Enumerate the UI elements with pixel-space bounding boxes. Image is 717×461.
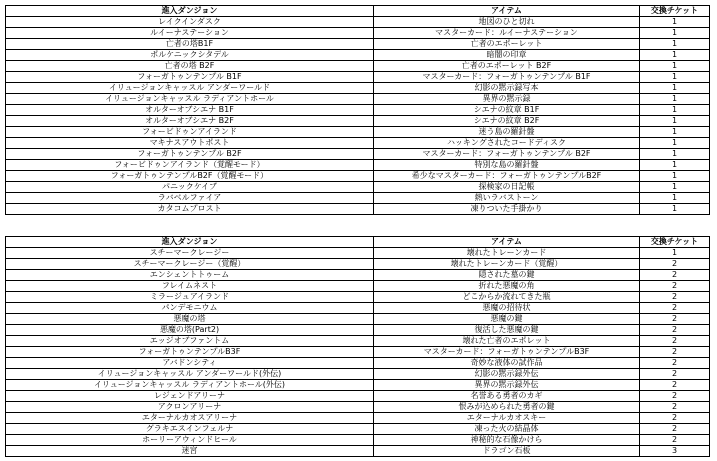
- cell-item: 壊れたトレーンカード: [374, 248, 640, 259]
- table-row: [6, 160, 710, 171]
- cell-item: エターナルカオスキー: [374, 413, 640, 424]
- header-row: [6, 237, 710, 248]
- table-row: [6, 72, 710, 83]
- cell-dungeon: イリュージョンキャッスル ラディアントホール: [6, 94, 374, 105]
- cell-dungeon: フレイムネスト: [6, 281, 374, 292]
- cell-ticket: 2: [640, 336, 710, 347]
- cell-ticket: 2: [640, 347, 710, 358]
- table-row: [6, 292, 710, 303]
- cell-ticket: 1: [640, 149, 710, 160]
- cell-ticket: 1: [640, 50, 710, 61]
- table-row: [6, 248, 710, 259]
- cell-item: 名誉ある勇者のカギ: [374, 391, 640, 402]
- header-dungeon: 進入ダンジョン: [6, 237, 374, 248]
- cell-dungeon: パンデモニウム: [6, 303, 374, 314]
- cell-ticket: 1: [640, 248, 710, 259]
- cell-ticket: 1: [640, 17, 710, 28]
- table-row: [6, 149, 710, 160]
- cell-ticket: 1: [640, 105, 710, 116]
- cell-ticket: 2: [640, 314, 710, 325]
- cell-item: 折れた悪魔の角: [374, 281, 640, 292]
- cell-item: 奇妙な液体の試作品: [374, 358, 640, 369]
- cell-dungeon: ミラージュアイランド: [6, 292, 374, 303]
- cell-ticket: 1: [640, 127, 710, 138]
- cell-dungeon: フォーガトゥンテンプル B1F: [6, 72, 374, 83]
- cell-ticket: 1: [640, 61, 710, 72]
- cell-dungeon: レイクインダスク: [6, 17, 374, 28]
- table-row: [6, 369, 710, 380]
- cell-ticket: 2: [640, 402, 710, 413]
- exchange-table-2: [5, 236, 710, 457]
- cell-item: 復活した悪魔の鍵: [374, 325, 640, 336]
- cell-item: 熱いラバストーン: [374, 193, 640, 204]
- cell-item: 凍りついた手掛かり: [374, 204, 640, 215]
- cell-ticket: 1: [640, 204, 710, 215]
- table-row: [6, 39, 710, 50]
- cell-dungeon: スチーマークレージー（覚醒）: [6, 259, 374, 270]
- cell-ticket: 2: [640, 435, 710, 446]
- cell-dungeon: フォービドゥンアイランド（覚醒モード）: [6, 160, 374, 171]
- cell-item: マスターカード：フォーガトゥンテンプルB3F: [374, 347, 640, 358]
- cell-item: 特別な島の羅針盤: [374, 160, 640, 171]
- cell-item: 異界の黙示録外伝: [374, 380, 640, 391]
- cell-item: 地図のひと切れ: [374, 17, 640, 28]
- table-row: [6, 116, 710, 127]
- cell-ticket: 1: [640, 160, 710, 171]
- table-row: [6, 380, 710, 391]
- cell-dungeon: エッジオブファントム: [6, 336, 374, 347]
- table-row: [6, 303, 710, 314]
- cell-ticket: 1: [640, 72, 710, 83]
- cell-item: 悪魔の招待状: [374, 303, 640, 314]
- cell-item: 暗闇の印章: [374, 50, 640, 61]
- cell-dungeon: 亡者の塔 B2F: [6, 61, 374, 72]
- table-row: [6, 336, 710, 347]
- cell-dungeon: エンシェントトゥーム: [6, 270, 374, 281]
- table-row: [6, 193, 710, 204]
- cell-item: 希少なマスターカード：フォーガトゥンテンプルB2F: [374, 171, 640, 182]
- cell-dungeon: ホーリーアウィンドヒール: [6, 435, 374, 446]
- table-row: [6, 446, 710, 457]
- cell-item: 迷う島の羅針盤: [374, 127, 640, 138]
- cell-item: 異界の黙示録: [374, 94, 640, 105]
- cell-ticket: 1: [640, 39, 710, 50]
- cell-dungeon: 悪魔の塔: [6, 314, 374, 325]
- table-body: [6, 248, 710, 457]
- cell-item: 壊れたトレーンカード（覚醒）: [374, 259, 640, 270]
- cell-dungeon: フォーガトゥンテンプル B2F: [6, 149, 374, 160]
- cell-ticket: 2: [640, 325, 710, 336]
- cell-ticket: 2: [640, 391, 710, 402]
- cell-dungeon: スチーマークレージー: [6, 248, 374, 259]
- cell-dungeon: 亡者の塔B1F: [6, 39, 374, 50]
- cell-item: ドラゴン石板: [374, 446, 640, 457]
- table-row: [6, 413, 710, 424]
- table-row: [6, 138, 710, 149]
- cell-dungeon: イリュージョンキャッスル アンダーワールド: [6, 83, 374, 94]
- cell-dungeon: イリュージョンキャッスル ラディアントホール(外伝): [6, 380, 374, 391]
- table-row: [6, 83, 710, 94]
- table-row: [6, 358, 710, 369]
- cell-ticket: 2: [640, 270, 710, 281]
- cell-item: 幻影の黙示録写本: [374, 83, 640, 94]
- cell-ticket: 1: [640, 28, 710, 39]
- cell-ticket: 1: [640, 182, 710, 193]
- cell-item: 恨みが込められた勇者の鍵: [374, 402, 640, 413]
- cell-dungeon: アバドンシティ: [6, 358, 374, 369]
- cell-dungeon: グラキエスインフェルナ: [6, 424, 374, 435]
- cell-item: シエナの紋章 B1F: [374, 105, 640, 116]
- table-row: [6, 325, 710, 336]
- table-row: [6, 50, 710, 61]
- cell-item: 亡者のエポーレット B2F: [374, 61, 640, 72]
- exchange-table-1: [5, 5, 710, 215]
- cell-ticket: 2: [640, 259, 710, 270]
- cell-ticket: 1: [640, 171, 710, 182]
- cell-dungeon: イリュージョンキャッスル アンダーワールド(外伝): [6, 369, 374, 380]
- table-row: [6, 204, 710, 215]
- cell-ticket: 2: [640, 380, 710, 391]
- table-row: [6, 424, 710, 435]
- table-row: [6, 402, 710, 413]
- cell-dungeon: エターナルカオスアリーナ: [6, 413, 374, 424]
- cell-dungeon: パニックケイブ: [6, 182, 374, 193]
- cell-dungeon: カタコムプロスト: [6, 204, 374, 215]
- table-row: [6, 281, 710, 292]
- header-row: [6, 6, 710, 17]
- cell-item: どこからか流れてきた瓶: [374, 292, 640, 303]
- header-item: アイテム: [374, 6, 640, 17]
- table-row: [6, 391, 710, 402]
- cell-dungeon: フォービドゥンアイランド: [6, 127, 374, 138]
- cell-dungeon: ルイーナステーション: [6, 28, 374, 39]
- cell-ticket: 1: [640, 138, 710, 149]
- cell-dungeon: マキナスアウトポスト: [6, 138, 374, 149]
- table-row: [6, 314, 710, 325]
- table-row: [6, 347, 710, 358]
- cell-ticket: 2: [640, 281, 710, 292]
- cell-dungeon: フォーガトゥンテンプルB3F: [6, 347, 374, 358]
- cell-ticket: 1: [640, 193, 710, 204]
- table-row: [6, 28, 710, 39]
- table-row: [6, 270, 710, 281]
- cell-item: 悪魔の鍵: [374, 314, 640, 325]
- table-row: [6, 61, 710, 72]
- cell-dungeon: 悪魔の塔(Part2): [6, 325, 374, 336]
- cell-item: 探検家の日記帳: [374, 182, 640, 193]
- cell-ticket: 2: [640, 413, 710, 424]
- table-row: [6, 171, 710, 182]
- cell-item: 亡者のエポーレット: [374, 39, 640, 50]
- table-row: [6, 94, 710, 105]
- cell-dungeon: アクロンアリーナ: [6, 402, 374, 413]
- header-dungeon: 進入ダンジョン: [6, 6, 374, 17]
- header-ticket: 交換チケット: [640, 237, 710, 248]
- cell-ticket: 3: [640, 446, 710, 457]
- cell-ticket: 2: [640, 369, 710, 380]
- cell-item: 神秘的な石像かけら: [374, 435, 640, 446]
- cell-item: マスターカード：ルイーナステーション: [374, 28, 640, 39]
- cell-ticket: 1: [640, 94, 710, 105]
- cell-dungeon: オルターオブシエナ B2F: [6, 116, 374, 127]
- table-body: [6, 17, 710, 215]
- cell-dungeon: 迷宮: [6, 446, 374, 457]
- cell-dungeon: ポルケニックシタデル: [6, 50, 374, 61]
- cell-item: 隠された墓の鍵: [374, 270, 640, 281]
- cell-ticket: 2: [640, 292, 710, 303]
- cell-item: ハッキングされたコードディスク: [374, 138, 640, 149]
- cell-ticket: 2: [640, 424, 710, 435]
- header-item: アイテム: [374, 237, 640, 248]
- table-row: [6, 127, 710, 138]
- cell-dungeon: ラバベルファイア: [6, 193, 374, 204]
- cell-item: シエナの紋章 B2F: [374, 116, 640, 127]
- cell-ticket: 2: [640, 303, 710, 314]
- table-row: [6, 182, 710, 193]
- table-row: [6, 105, 710, 116]
- table-row: [6, 259, 710, 270]
- cell-item: 幻影の黙示録外伝: [374, 369, 640, 380]
- cell-item: 凍った火の結晶体: [374, 424, 640, 435]
- cell-dungeon: フォーガトゥンテンプルB2F（覚醒モード）: [6, 171, 374, 182]
- cell-item: 壊れた亡者のエポレット: [374, 336, 640, 347]
- table-row: [6, 435, 710, 446]
- cell-dungeon: レジェンドアリーナ: [6, 391, 374, 402]
- cell-ticket: 1: [640, 83, 710, 94]
- cell-item: マスターカード：フォーガトゥンテンプル B1F: [374, 72, 640, 83]
- cell-ticket: 1: [640, 116, 710, 127]
- header-ticket: 交換チケット: [640, 6, 710, 17]
- cell-item: マスターカード：フォーガトゥンテンプル B2F: [374, 149, 640, 160]
- cell-ticket: 2: [640, 358, 710, 369]
- cell-dungeon: オルターオブシエナ B1F: [6, 105, 374, 116]
- table-row: [6, 17, 710, 28]
